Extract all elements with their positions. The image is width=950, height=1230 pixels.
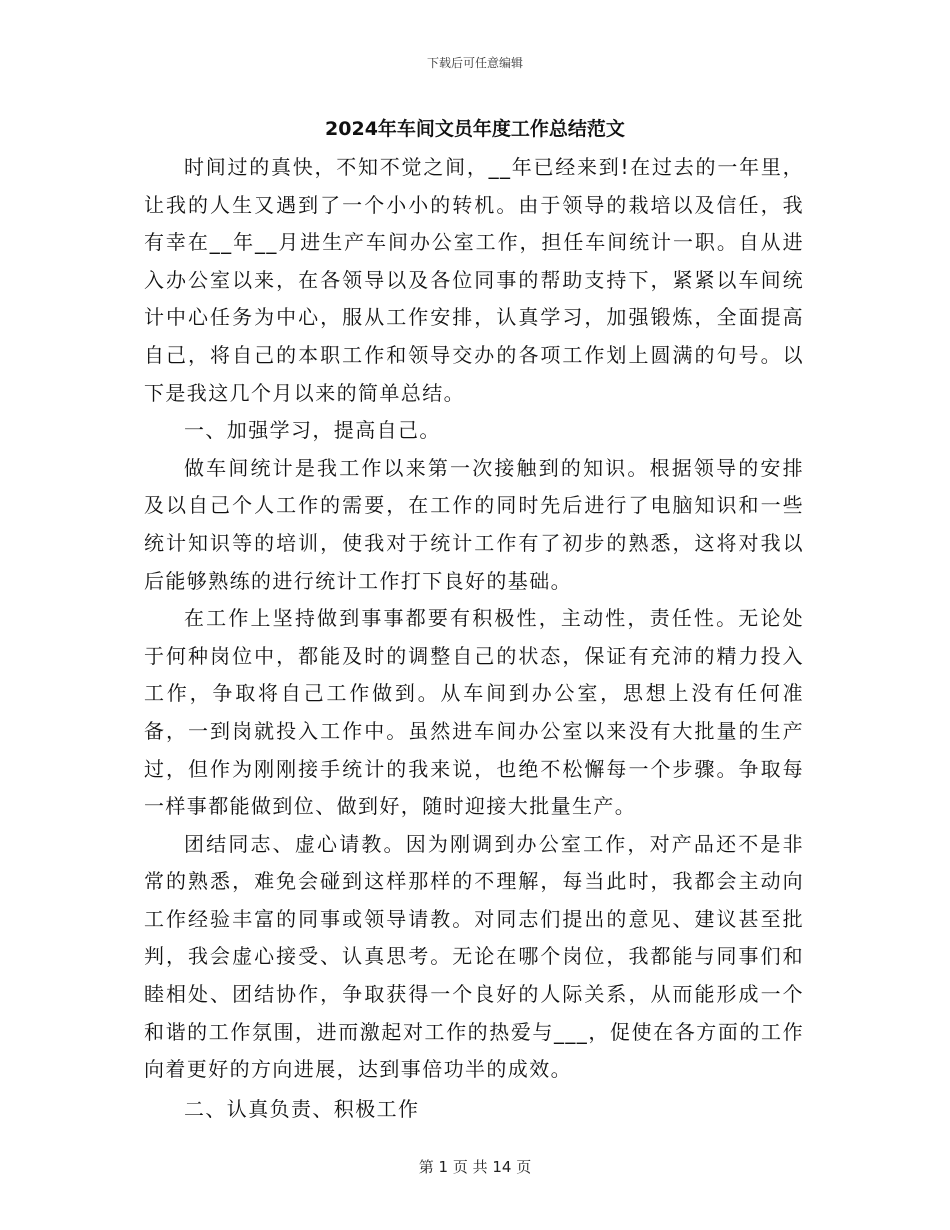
paragraph-attitude: 在工作上坚持做到事事都要有积极性，主动性，责任性。无论处于何种岗位中，都能及时的调整自己的状态，保证有充沛的精力投入工作，争取将自己工作做到。从车间到办公室，思想上没有任何准备，一到岗就投入工作中。虽然进车间办公室以来没有大批量的生产过，但作为刚刚接手统计的我来说，也绝不松懈每一个步骤。争取每一样事都能做到位、做到好，随时迎接大批量生产。	[144, 606, 804, 819]
header-note: 下载后可任意编辑	[426, 56, 523, 70]
document-body	[144, 149, 804, 1128]
section-heading-2: 二、认真负责、积极工作	[184, 1096, 420, 1121]
paragraph-learning: 做车间统计是我工作以来第一次接触到的知识。根据领导的安排及以自己个人工作的需要，在工作的同时先后进行了电脑知识和一些统计知识等的培训，使我对于统计工作有了初步的熟悉，这将对我以后能够熟练的进行统计工作打下良好的基础。	[144, 455, 804, 593]
page-number: 第 1 页 共 14 页	[418, 1158, 532, 1176]
paragraph-teamwork: 团结同志、虚心请教。因为刚调到办公室工作，对产品还不是非常的熟悉，难免会碰到这样那样的不理解，每当此时，我都会主动向工作经验丰富的同事或领导请教。对同志们提出的意见、建议甚至批判，我会虚心接受、认真思考。无论在哪个岗位，我都能与同事们和睦相处、团结协作，争取获得一个良好的人际关系，从而能形成一个和谐的工作氛围，进而激起对工作的热爱与___，促使在各方面的工作向着更好的方向进展，达到事倍功半的成效。	[144, 831, 804, 1082]
document-title: 2024年车间文员年度工作总结范文	[325, 118, 625, 140]
section-heading-1: 一、加强学习，提高自己。	[184, 418, 441, 443]
paragraph-intro: 时间过的真快，不知不觉之间，__年已经来到!在过去的一年里，让我的人生又遇到了一个小小的转机。由于领导的栽培以及信任，我有幸在__年__月进生产车间办公室工作，担任车间统计一职。自从进入办公室以来，在各领导以及各位同事的帮助支持下，紧紧以车间统计中心任务为中心，服从工作安排，认真学习，加强锻炼，全面提高自己，将自己的本职工作和领导交办的各项工作划上圆满的句号。以下是我这几个月以来的简单总结。	[144, 155, 804, 405]
